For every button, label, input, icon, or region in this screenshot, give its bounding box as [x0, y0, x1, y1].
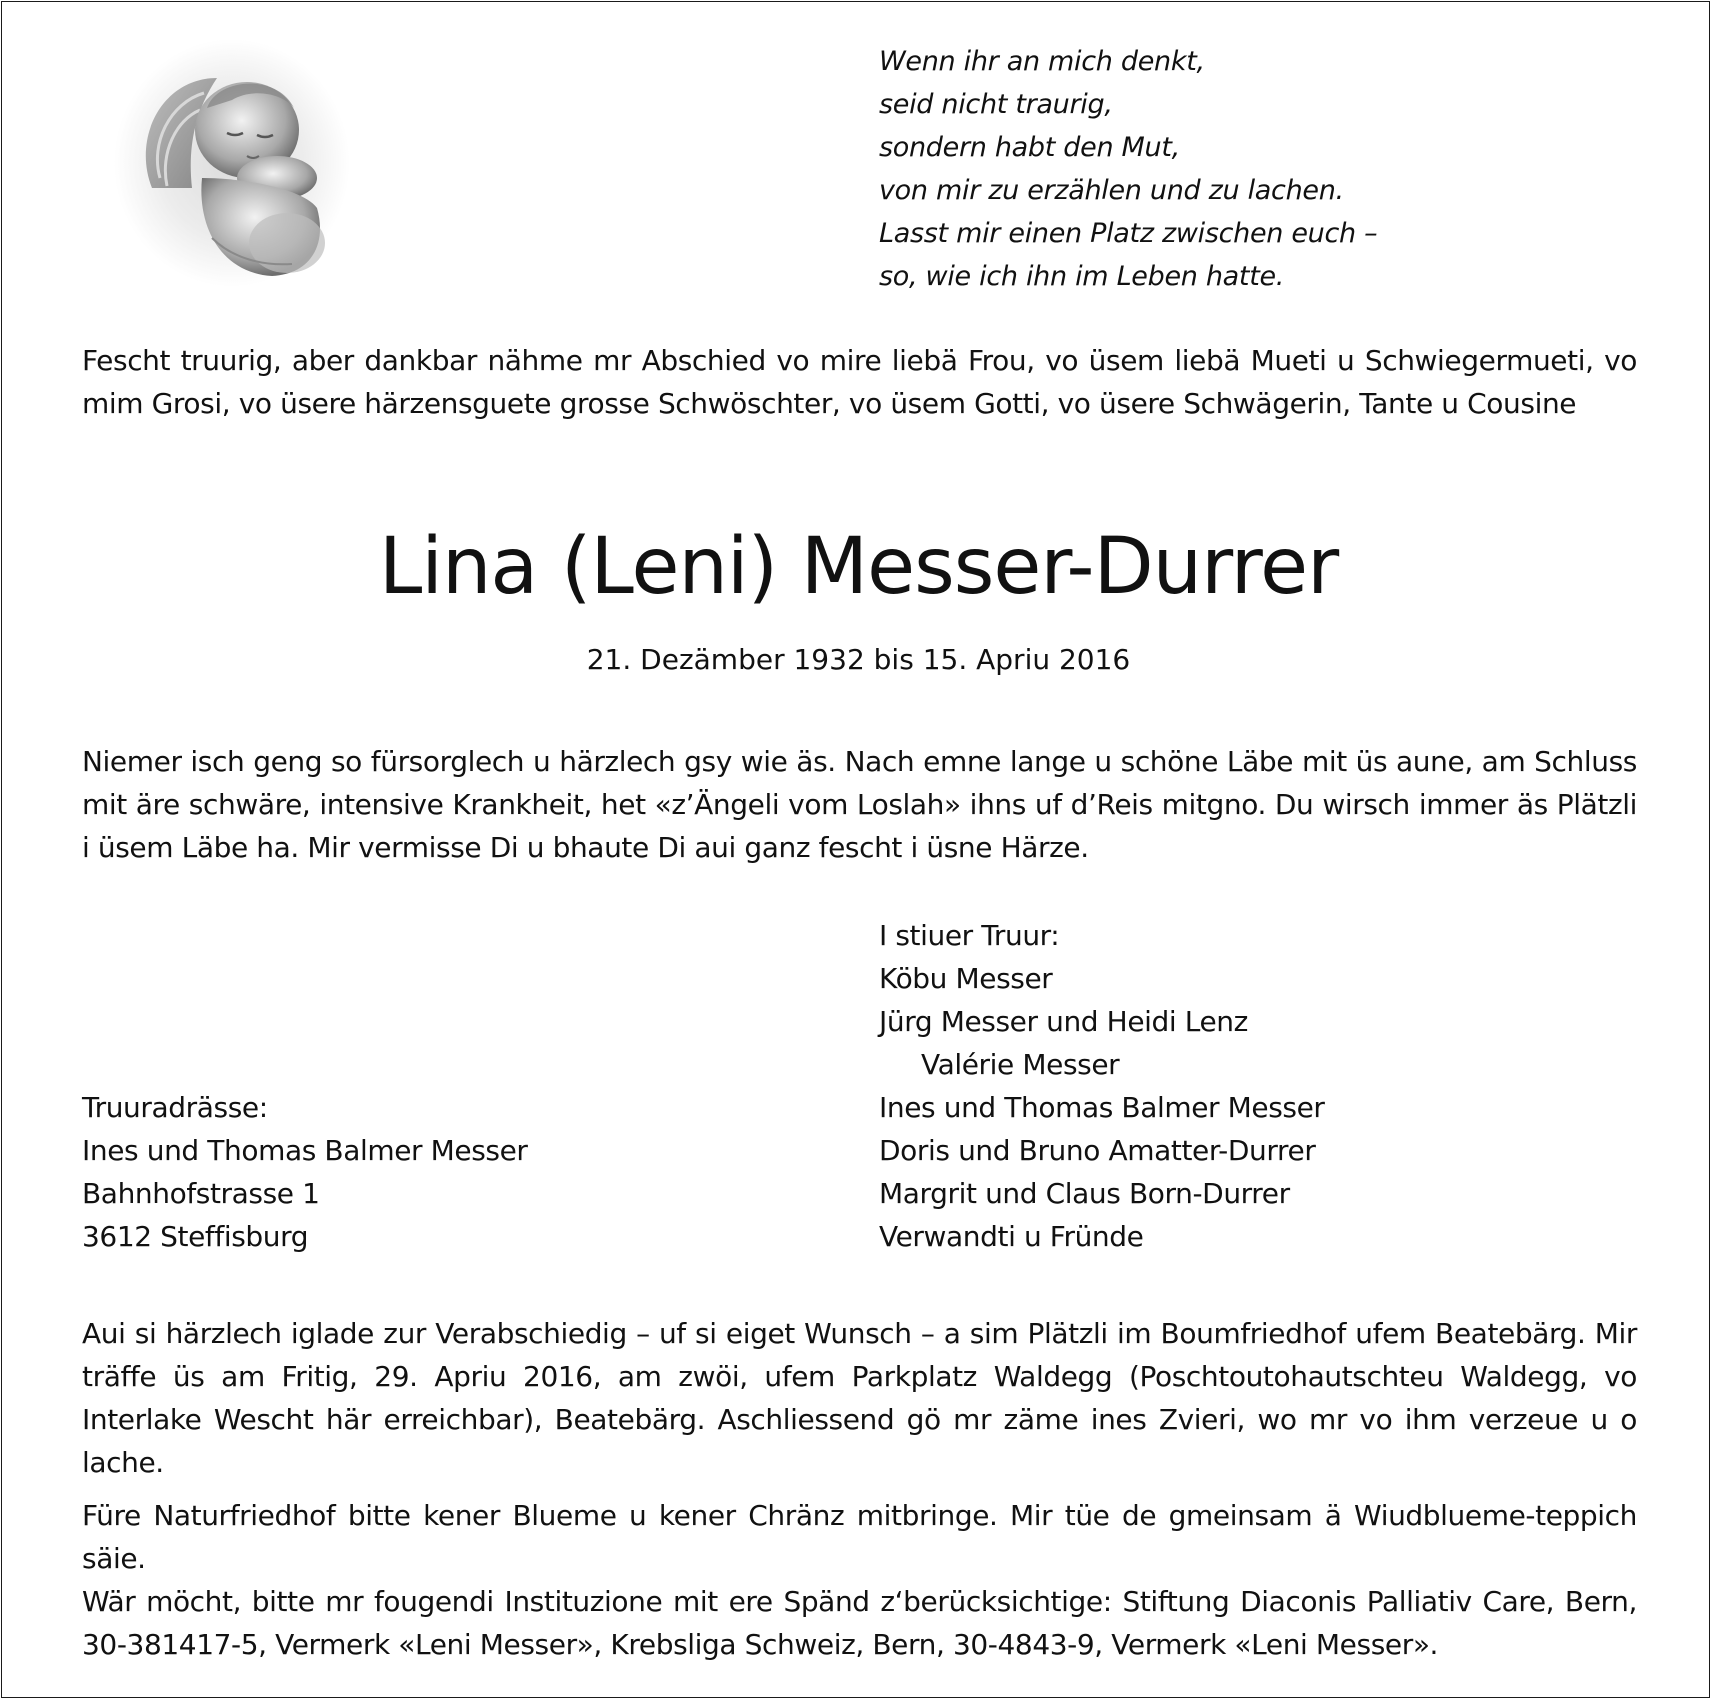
- mourner-line: Ines und Thomas Balmer Messer: [879, 1091, 1325, 1124]
- invitation-paragraph: Aui si härzlech iglade zur Verabschiedig – uf si eiget Wunsch – a sim Plätzli im Boumfriedhof ufem Beatebärg. Mir träffe üs am Fritig, 29. Apriu 2016, am zwöi, ufem Parkplatz Waldegg (Poschtoutohautschteu Waldegg, vo Interlake Wescht här erreichbar), Beatebärg. Aschliessend gö mr zäme ines Zvieri, wo mr vo ihm verzeue u o lache.: [82, 1317, 1637, 1479]
- obituary-notice: [1, 1, 1710, 1698]
- poem-line: von mir zu erzählen und zu lachen.: [879, 175, 1344, 206]
- mourner-line: Doris und Bruno Amatter-Durrer: [879, 1134, 1316, 1167]
- mourning-address: [82, 1086, 528, 1258]
- mourner-line: Margrit und Claus Born-Durrer: [879, 1177, 1290, 1210]
- address-line: Bahnhofstrasse 1: [82, 1177, 320, 1210]
- deceased-name: Lina (Leni) Messer-Durrer: [378, 522, 1339, 612]
- address-line: 3612 Steffisburg: [82, 1220, 309, 1253]
- tribute-paragraph: Niemer isch geng so fürsorglech u härzlech gsy wie äs. Nach emne lange u schöne Läbe mit üs aune, am Schluss mit äre schwäre, intensive Krankheit, het «z’Ängeli vom Loslah» ihns uf d’Reis mitgno. Du wirsch immer äs Plätzli i üsem Läbe ha. Mir vermisse Di u bhaute Di aui ganz fescht i üsne Härze.: [82, 745, 1637, 864]
- mourners-list: [879, 914, 1325, 1258]
- angel-figurine-image: [112, 38, 352, 288]
- address-heading: Truuradrässe:: [82, 1091, 268, 1124]
- memorial-poem: [879, 40, 1377, 298]
- mourner-line: Köbu Messer: [879, 962, 1053, 995]
- intro-paragraph: Fescht truurig, aber dankbar nähme mr Abschied vo mire liebä Frou, vo üsem liebä Mueti u Schwiegermueti, vo mim Grosi, vo üsere härzensguete grosse Schwöschter, vo üsem Gotti, vo üsere Schwägerin, Tante u Cousine: [82, 344, 1637, 420]
- poem-line: Wenn ihr an mich denkt,: [879, 46, 1205, 77]
- address-line: Ines und Thomas Balmer Messer: [82, 1134, 528, 1167]
- flowers-paragraph: Füre Naturfriedhof bitte kener Blueme u kener Chränz mitbringe. Mir tüe de gmeinsam ä Wiudblueme-teppich säie.: [82, 1499, 1637, 1575]
- poem-line: seid nicht traurig,: [879, 89, 1113, 120]
- poem-line: so, wie ich ihn im Leben hatte.: [879, 261, 1285, 292]
- poem-line: Lasst mir einen Platz zwischen euch –: [879, 218, 1378, 249]
- life-dates: 21. Dezämber 1932 bis 15. Apriu 2016: [586, 643, 1131, 676]
- mourner-line: Valérie Messer: [921, 1048, 1120, 1081]
- mourners-heading: I stiuer Truur:: [879, 919, 1060, 952]
- mourner-line: Verwandti u Fründe: [879, 1220, 1144, 1253]
- poem-line: sondern habt den Mut,: [879, 132, 1180, 163]
- donations-paragraph: Wär möcht, bitte mr fougendi Instituzione mit ere Spänd z‘berücksichtige: Stiftung Diaconis Palliativ Care, Bern, 30-381417-5, Vermerk «Leni Messer», Krebsliga Schweiz, Bern, 30-4843-9, Vermerk «Leni Messer».: [82, 1585, 1637, 1661]
- mourner-line: Jürg Messer und Heidi Lenz: [879, 1005, 1248, 1038]
